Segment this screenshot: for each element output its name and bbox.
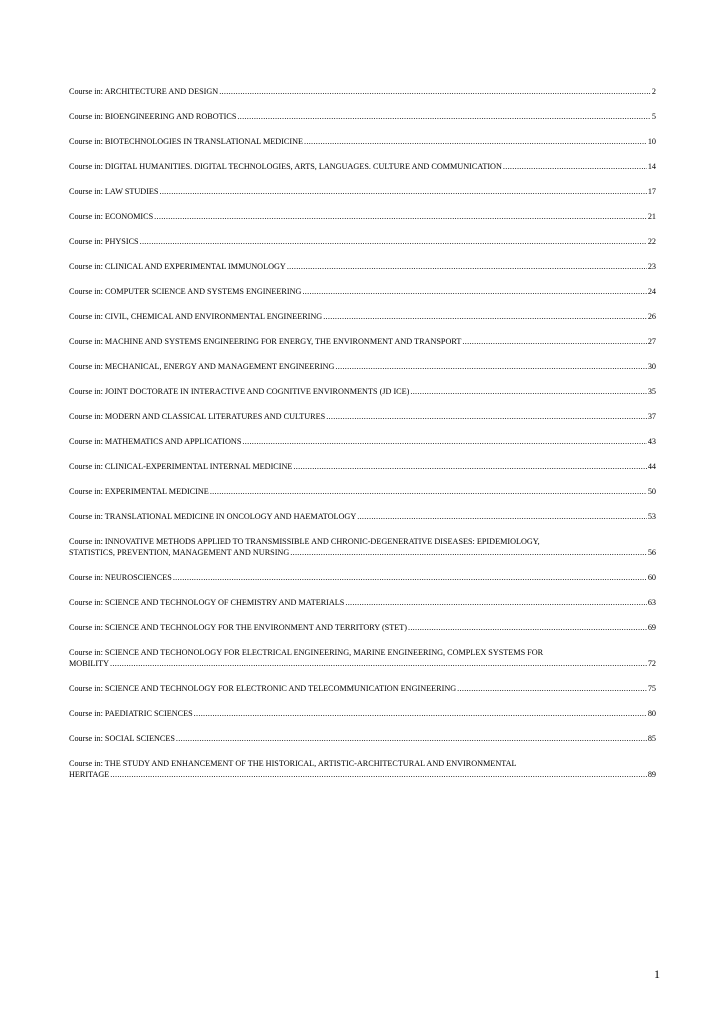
- dot-leader: [154, 211, 647, 222]
- toc-entry[interactable]: [69, 572, 656, 583]
- toc-entry-line: [69, 733, 656, 744]
- toc-entry-line: [69, 336, 656, 347]
- dot-leader: [159, 186, 646, 197]
- toc-entry-title-line: Course in: INNOVATIVE METHODS APPLIED TO TRANSMISSIBLE AND CHRONIC-DEGENERATIVE DISEASES: EPIDEMIOLOGY,: [69, 537, 540, 546]
- toc-entry[interactable]: [69, 261, 656, 272]
- toc-entry-page: 26: [647, 312, 656, 321]
- toc-entry-title: Course in: MACHINE AND SYSTEMS ENGINEERING FOR ENERGY, THE ENVIRONMENT AND TRANSPORT: [69, 337, 462, 346]
- toc-entry[interactable]: [69, 511, 656, 522]
- toc-entry[interactable]: [69, 733, 656, 744]
- toc-entry[interactable]: [69, 683, 656, 694]
- toc-entry-line: [69, 622, 656, 633]
- toc-entry-page: 10: [647, 137, 656, 146]
- toc-entry-line: [69, 86, 656, 97]
- dot-leader: [194, 708, 647, 719]
- dot-leader: [287, 261, 647, 272]
- toc-entry[interactable]: [69, 161, 656, 172]
- toc-entry-page: 50: [647, 487, 656, 496]
- toc-entry-line: [69, 486, 656, 497]
- toc-entry-page: 72: [647, 659, 656, 668]
- toc-entry[interactable]: [69, 436, 656, 447]
- toc-entry-title: Course in: MATHEMATICS AND APPLICATIONS: [69, 437, 242, 446]
- dot-leader: [173, 572, 647, 583]
- toc-entry-title: Course in: CLINICAL AND EXPERIMENTAL IMMUNOLOGY: [69, 262, 286, 271]
- toc-entry-title: Course in: TRANSLATIONAL MEDICINE IN ONCOLOGY AND HAEMATOLOGY: [69, 512, 357, 521]
- toc-entry-title: Course in: JOINT DOCTORATE IN INTERACTIVE AND COGNITIVE ENVIRONMENTS (JD ICE): [69, 387, 410, 396]
- toc-entry-page: 53: [647, 512, 656, 521]
- toc-entry-line: [69, 261, 656, 272]
- toc-entry-page: 30: [647, 362, 656, 371]
- toc-entry-page: 27: [647, 337, 656, 346]
- dot-leader: [210, 486, 647, 497]
- toc-entry-title: Course in: PHYSICS: [69, 237, 139, 246]
- toc-entry-line: [69, 769, 656, 780]
- toc-entry-title: Course in: ECONOMICS: [69, 212, 154, 221]
- toc-entry-line: [69, 111, 656, 122]
- toc-entry[interactable]: [69, 136, 656, 147]
- toc-entry[interactable]: [69, 286, 656, 297]
- dot-leader: [357, 511, 647, 522]
- toc-entry-title: Course in: MECHANICAL, ENERGY AND MANAGEMENT ENGINEERING: [69, 362, 335, 371]
- toc-entry[interactable]: [69, 111, 656, 122]
- toc-entry-title: Course in: SOCIAL SCIENCES: [69, 734, 175, 743]
- toc-entry[interactable]: [69, 336, 656, 347]
- dot-leader: [410, 386, 646, 397]
- dot-leader: [293, 461, 646, 472]
- toc-entry[interactable]: [69, 361, 656, 372]
- toc-entry-title: Course in: ARCHITECTURE AND DESIGN: [69, 87, 219, 96]
- toc-entry-page: 80: [647, 709, 656, 718]
- toc-entry-title: Course in: DIGITAL HUMANITIES. DIGITAL TECHNOLOGIES, ARTS, LANGUAGES. CULTURE AND COMMUNICATION: [69, 162, 502, 171]
- toc-entry-page: 56: [647, 548, 656, 557]
- toc-entry-page: 22: [647, 237, 656, 246]
- toc-entry-line: [69, 708, 656, 719]
- toc-entry-title: Course in: SCIENCE AND TECHNOLOGY OF CHEMISTRY AND MATERIALS: [69, 598, 345, 607]
- toc-entry-page: 37: [647, 412, 656, 421]
- toc-entry-page: 5: [651, 112, 656, 121]
- toc-entry[interactable]: [69, 311, 656, 322]
- toc-entry-title: Course in: COMPUTER SCIENCE AND SYSTEMS ENGINEERING: [69, 287, 302, 296]
- toc-entry-title: Course in: NEUROSCIENCES: [69, 573, 172, 582]
- toc-entry-line: [69, 436, 656, 447]
- toc-entry[interactable]: [69, 211, 656, 222]
- toc-entry-page: 24: [647, 287, 656, 296]
- toc-entry-title: Course in: CIVIL, CHEMICAL AND ENVIRONMENTAL ENGINEERING: [69, 312, 323, 321]
- dot-leader: [335, 361, 646, 372]
- toc-entry-line: [69, 311, 656, 322]
- dot-leader: [304, 136, 647, 147]
- toc-entry-page: 17: [647, 187, 656, 196]
- toc-entry[interactable]: [69, 597, 656, 608]
- dot-leader: [110, 658, 647, 669]
- toc-entry[interactable]: [69, 486, 656, 497]
- toc-entry-page: 69: [647, 623, 656, 632]
- dot-leader: [302, 286, 646, 297]
- toc-entry-line: [69, 658, 656, 669]
- dot-leader: [219, 86, 651, 97]
- toc-entry-title: Course in: MODERN AND CLASSICAL LITERATURES AND CULTURES: [69, 412, 326, 421]
- toc-entry-page: 89: [647, 770, 656, 779]
- toc-entry-page: 75: [647, 684, 656, 693]
- toc-entry-line: [69, 386, 656, 397]
- toc-entry-page: 14: [647, 162, 656, 171]
- dot-leader: [462, 336, 646, 347]
- dot-leader: [140, 236, 647, 247]
- toc-entry-title-line: Course in: SCIENCE AND TECHONOLOGY FOR ELECTRICAL ENGINEERING, MARINE ENGINEERING, COMPLEX SYSTEMS FOR: [69, 648, 544, 657]
- dot-leader: [345, 597, 646, 608]
- toc-entry-line: [69, 361, 656, 372]
- dot-leader: [110, 769, 647, 780]
- toc-entry-line: [69, 597, 656, 608]
- toc-entry-page: 23: [647, 262, 656, 271]
- toc-entry[interactable]: [69, 622, 656, 633]
- toc-entry-page: 2: [651, 87, 656, 96]
- dot-leader: [457, 683, 647, 694]
- toc-entry-line: [69, 286, 656, 297]
- toc-entry[interactable]: [69, 186, 656, 197]
- toc-entry-line: [69, 511, 656, 522]
- table-of-contents: [69, 86, 656, 794]
- toc-entry-title: Course in: LAW STUDIES: [69, 187, 159, 196]
- toc-entry[interactable]: [69, 236, 656, 247]
- toc-entry-page: 44: [647, 462, 656, 471]
- dot-leader: [176, 733, 647, 744]
- toc-entry-line: [69, 211, 656, 222]
- page-number: 1: [654, 967, 660, 981]
- toc-entry[interactable]: [69, 708, 656, 719]
- toc-entry-title: STATISTICS, PREVENTION, MANAGEMENT AND NURSING: [69, 548, 290, 557]
- toc-entry-page: 21: [647, 212, 656, 221]
- toc-entry[interactable]: [69, 758, 656, 780]
- toc-entry-line: [69, 236, 656, 247]
- toc-entry-line: [69, 461, 656, 472]
- dot-leader: [323, 311, 647, 322]
- toc-entry[interactable]: [69, 647, 656, 669]
- toc-entry-page: 35: [647, 387, 656, 396]
- dot-leader: [242, 436, 646, 447]
- toc-entry-title: Course in: EXPERIMENTAL MEDICINE: [69, 487, 209, 496]
- toc-entry[interactable]: [69, 386, 656, 397]
- dot-leader: [237, 111, 651, 122]
- toc-entry-title-line: Course in: THE STUDY AND ENHANCEMENT OF THE HISTORICAL, ARTISTIC-ARCHITECTURAL AND ENVIRONMENTAL: [69, 759, 517, 768]
- toc-entry-title: Course in: BIOENGINEERING AND ROBOTICS: [69, 112, 237, 121]
- toc-entry-line: [69, 572, 656, 583]
- toc-entry-title: Course in: SCIENCE AND TECHNOLOGY FOR ELECTRONIC AND TELECOMMUNICATION ENGINEERING: [69, 684, 457, 693]
- toc-entry-title: HERITAGE: [69, 770, 110, 779]
- toc-entry-line: [69, 161, 656, 172]
- toc-entry[interactable]: [69, 86, 656, 97]
- toc-entry-page: 63: [647, 598, 656, 607]
- toc-entry-line: [69, 411, 656, 422]
- toc-entry-title: Course in: BIOTECHNOLOGIES IN TRANSLATIONAL MEDICINE: [69, 137, 304, 146]
- toc-entry[interactable]: [69, 411, 656, 422]
- toc-entry-title: MOBILITY: [69, 659, 110, 668]
- dot-leader: [326, 411, 647, 422]
- toc-entry-title: Course in: SCIENCE AND TECHNOLOGY FOR THE ENVIRONMENT AND TERRITORY (STET): [69, 623, 407, 632]
- dot-leader: [290, 547, 647, 558]
- toc-entry-line: [69, 136, 656, 147]
- toc-entry-line: [69, 186, 656, 197]
- toc-entry-page: 60: [647, 573, 656, 582]
- toc-entry-page: 43: [647, 437, 656, 446]
- toc-entry-title: Course in: CLINICAL-EXPERIMENTAL INTERNAL MEDICINE: [69, 462, 293, 471]
- toc-entry-line: [69, 683, 656, 694]
- dot-leader: [408, 622, 647, 633]
- toc-entry-title: Course in: PAEDIATRIC SCIENCES: [69, 709, 193, 718]
- toc-entry[interactable]: [69, 461, 656, 472]
- toc-entry[interactable]: [69, 536, 656, 558]
- toc-entry-page: 85: [647, 734, 656, 743]
- dot-leader: [503, 161, 647, 172]
- toc-entry-line: [69, 547, 656, 558]
